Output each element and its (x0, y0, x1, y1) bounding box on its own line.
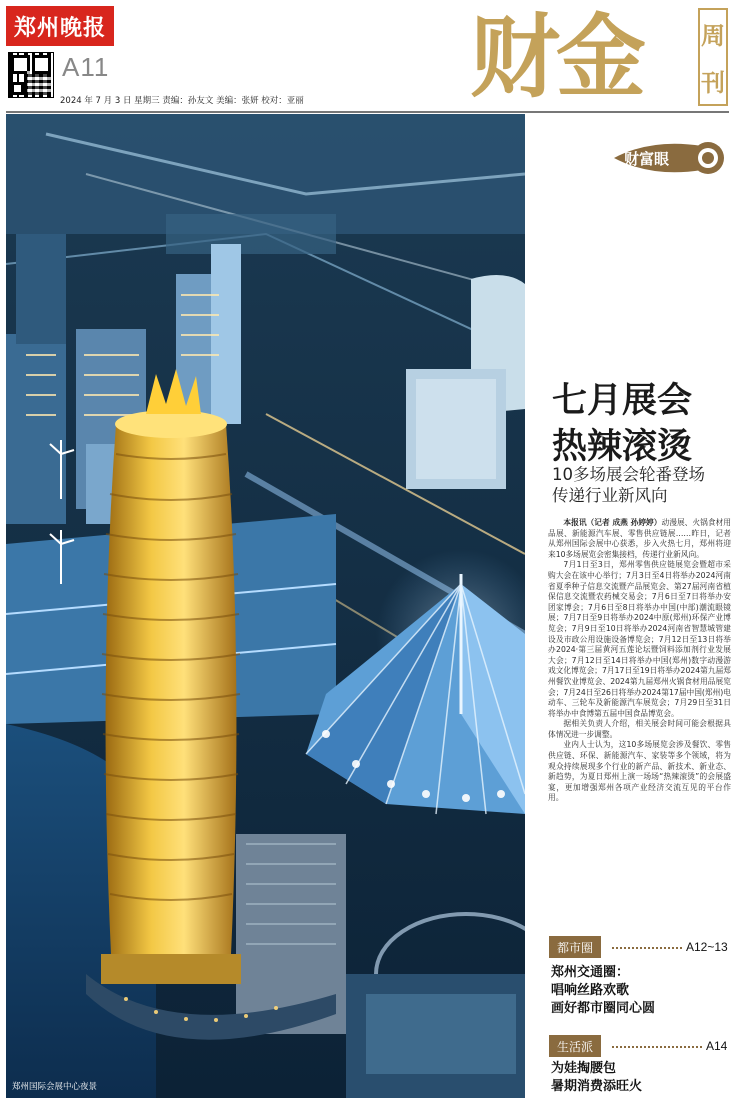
teaser-line: 画好都市圈同心圆 (551, 1001, 656, 1016)
article-paragraph-2: 7月1日至3日，郑州零售供应链展览会暨超市采购大会在该中心举行；7月3日至4日将举办2024河南省夏季种子信息交流暨产品展览会、第27届河南省植保信息交流暨农药械交易会；7月6日至7日将举办安团家博会；7月6日至8日将举办中国(中部)潮流眼镜展；7月7日至9日将举办2024中原(郑州)环保产业博览会；7月9日至10日将举办2024河南省智慧城管建设及市政公用设施设备博览会；7月12日至13日将举办2024·第三届黄河五莲论坛暨饲料添加剂行业发展大会；7月12日至14日将举办中国(郑州)数字动漫游戏文化博览会；7月17日至19日将举办2024第九届郑州餐饮业博览会、2024第九届郑州火锅食材用品展览会；7月24日至26日将举办2024第17届中国(郑州)电动车、三轮车及新能源汽车展览会；7月29日至31日将举办中食博第五届中国食品博览会。 (548, 560, 731, 718)
nav-dotted-leader (612, 1046, 702, 1048)
wealth-eye-label: 财富眼 (624, 150, 670, 168)
teaser-lifestyle[interactable] (551, 1060, 731, 1096)
article-body (548, 518, 731, 804)
weekly-char-1: 周 (701, 21, 725, 50)
header-divider (6, 111, 729, 113)
article-headline (552, 378, 732, 470)
byline: 本报讯（记者 成燕 孙婷婷） (563, 518, 662, 527)
subhead-line-1: 10多场展会轮番登场 (552, 465, 705, 484)
teaser-metro-circle[interactable] (551, 964, 731, 1018)
headline-line-2: 热辣滚烫 (552, 426, 693, 467)
article-paragraph-4: 业内人士认为，这10多场展览会涉及餐饮、零售供应链、环保、新能源汽车、家装等多个领域，将为观众持续展现多个行业的新产品、新技术、新业态、新趋势，为夏日郑州上演一场场“热辣滚烫”的会展盛宴，更加增强郑州各项产业经济交流互见的平台作用。 (548, 740, 731, 803)
nav-page-lifestyle[interactable]: A14 (706, 1039, 728, 1053)
photo-caption: 郑州国际会展中心夜景 (12, 1082, 98, 1092)
weekly-label (698, 8, 728, 106)
article-paragraph-3: 据相关负责人介绍，相关展会时间可能会根据具体情况进一步调整。 (548, 719, 731, 739)
page-number: A11 (62, 52, 110, 82)
teaser-line: 郑州交通圈： (551, 965, 630, 980)
nav-dotted-leader (612, 947, 682, 949)
hero-photo (6, 114, 525, 1098)
article-subhead (552, 464, 732, 506)
nav-tag-metro-circle[interactable]: 都市圈 (549, 936, 601, 958)
nav-tag-lifestyle[interactable]: 生活派 (549, 1035, 601, 1057)
qr-code-icon (8, 52, 54, 98)
teaser-line: 唱响丝路欢歌 (551, 983, 630, 998)
wealth-eye-badge (612, 140, 732, 176)
date-editor-line: 2024 年 7 月 3 日 星期三 责编：孙友文 美编：张妍 校对：亚丽 (60, 96, 304, 106)
headline-line-1: 七月展会 (552, 380, 693, 421)
newspaper-logo: 郑州晚报 (6, 6, 114, 46)
article-paragraph-1 (548, 518, 731, 560)
weekly-char-2: 刊 (701, 68, 725, 97)
night-city-illustration (6, 114, 525, 1098)
section-title: 财金 (470, 4, 642, 110)
teaser-line: 暑期消费添旺火 (551, 1079, 643, 1094)
subhead-line-2: 传递行业新风向 (552, 486, 668, 505)
paragraph-1-text: 动漫展、火锅食材用品展、新能源汽车展、零售供应链展……昨日，记者从郑州国际会展中心获悉，步入火热七月，郑州将迎来10多场展览会密集接档，传递行业新风向。 (548, 518, 731, 559)
teaser-line: 为娃掏腰包 (551, 1061, 617, 1076)
nav-page-metro-circle[interactable]: A12~13 (686, 940, 728, 954)
